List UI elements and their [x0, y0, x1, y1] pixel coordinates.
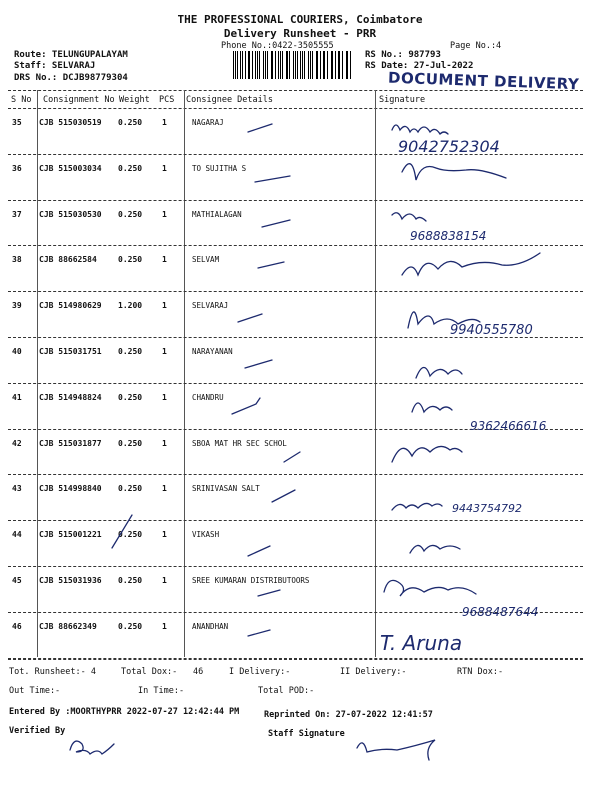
row-sno: 39	[12, 301, 22, 311]
document-title: Delivery Runsheet - PRR	[223, 27, 377, 40]
row-sno: 45	[12, 576, 22, 585]
tick-mark	[258, 590, 280, 596]
row-consignee: SBOA MAT HR SEC SCHOL	[192, 438, 287, 448]
tick-mark	[245, 360, 272, 368]
col-signature: Signature	[379, 95, 426, 105]
staff-signature	[357, 740, 435, 760]
signature-37-phone: 9688838154	[410, 229, 487, 243]
staff-signature-label: Staff Signature	[268, 729, 345, 739]
row-weight: 0.250	[118, 576, 143, 585]
signature-39-phone: 9940555780	[450, 323, 533, 338]
col-pcs: PCS	[159, 95, 175, 105]
tick-mark	[248, 546, 270, 556]
row-consignee: TO SUJITHA S	[192, 163, 247, 173]
total-dox-label: Total Dox:-	[121, 667, 178, 677]
row-pcs: 1	[162, 438, 167, 448]
signature-45	[384, 580, 476, 596]
tick-mark	[262, 220, 290, 227]
signature-40	[416, 367, 462, 378]
row-consignment-no: CJB 515030530	[39, 209, 102, 219]
row-consignee: ANANDHAN	[192, 621, 229, 631]
row-consignment-no: CJB 515031877	[39, 438, 102, 448]
row-consignment-no: CJB 514998840	[39, 484, 102, 494]
signature-44	[410, 545, 460, 553]
signature-35-phone: 9042752304	[398, 137, 500, 156]
phone-number: Phone No.:0422-3505555	[221, 41, 334, 51]
row-weight: 0.250	[118, 163, 143, 173]
row-pcs: 1	[162, 301, 167, 311]
tick-mark	[258, 262, 284, 268]
row-weight: 0.250	[118, 118, 143, 127]
signature-43-phone: 9443754792	[452, 502, 522, 515]
tick-mark	[112, 515, 132, 548]
row-sno: 35	[12, 118, 22, 127]
row-consignment-no: CJB 514980629	[39, 301, 102, 311]
row-consignee: MATHIALAGAN	[192, 209, 242, 219]
row-sno: 46	[12, 621, 22, 631]
signature-41	[412, 403, 452, 412]
row-weight: 0.250	[118, 484, 143, 494]
row-sno: 37	[12, 209, 22, 219]
row-consignee: NAGARAJ	[192, 118, 224, 127]
row-consignee: SREE KUMARAN DISTRIBUTOORS	[192, 576, 310, 585]
row-consignment-no: CJB 515003034	[39, 163, 102, 173]
entered-by: Entered By :MOORTHYPRR 2022-07-27 12:42:44 PM	[9, 707, 240, 717]
row-pcs: 1	[162, 255, 167, 265]
row-pcs: 1	[162, 530, 167, 540]
col-consignment: Consignment No	[43, 95, 115, 105]
row-pcs: 1	[162, 484, 167, 494]
signature-35	[392, 125, 448, 134]
row-consignment-no: CJB 515031936	[39, 576, 102, 585]
verified-by: Verified By	[9, 726, 66, 736]
route: Route: TELUNGUPALAYAM	[14, 50, 128, 60]
signature-42-phone: 9362466616	[470, 419, 547, 433]
row-consignment-no: CJB 514948824	[39, 392, 102, 402]
row-weight: 0.250	[118, 438, 143, 448]
row-weight: 0.250	[118, 530, 143, 540]
row-pcs: 1	[162, 392, 167, 402]
in-time: In Time:-	[138, 686, 185, 696]
row-sno: 36	[12, 163, 22, 173]
row-sno: 44	[12, 530, 22, 540]
signature-46-name: T. Aruna	[380, 631, 463, 655]
tick-mark	[232, 398, 260, 414]
tick-mark	[248, 630, 270, 636]
tick-mark	[284, 452, 300, 462]
signature-36	[402, 164, 506, 180]
row-sno: 40	[12, 347, 22, 356]
total-dox-value: 46	[193, 667, 204, 677]
row-consignment-no: CJB 515030519	[39, 118, 102, 127]
row-consignment-no: CJB 515001221	[39, 530, 102, 540]
signature-45-phone: 9688487644	[462, 605, 539, 619]
row-weight: 0.250	[118, 255, 143, 265]
row-pcs: 1	[162, 347, 167, 356]
signature-38	[402, 253, 540, 275]
row-consignee: VIKASH	[192, 530, 220, 540]
row-weight: 1.200	[118, 301, 143, 311]
col-weight: Weight	[119, 95, 150, 105]
row-weight: 0.250	[118, 209, 143, 219]
footer-rule	[8, 659, 583, 660]
row-consignee: NARAYANAN	[192, 347, 233, 356]
tick-mark	[255, 176, 290, 182]
verified-signature	[70, 741, 114, 754]
row-consignment-no: CJB 88662584	[39, 255, 97, 265]
rtn-dox: RTN Dox:-	[457, 667, 504, 677]
tick-mark	[272, 490, 295, 502]
row-pcs: 1	[162, 209, 167, 219]
tick-mark	[238, 314, 262, 322]
row-consignee: SRINIVASAN SALT	[192, 484, 260, 494]
signature-37	[392, 213, 426, 221]
col-consignee: Consignee Details	[186, 95, 273, 105]
col-sno: S No	[11, 95, 32, 105]
signature-42	[392, 446, 462, 462]
rs-date: RS Date: 27-Jul-2022	[365, 61, 474, 71]
drs-number: DRS No.: DCJB98779304	[14, 73, 128, 83]
total-pod: Total POD:-	[258, 686, 315, 696]
row-weight: 0.250	[118, 392, 143, 402]
row-consignee: CHANDRU	[192, 392, 224, 402]
row-consignee: SELVAM	[192, 255, 220, 265]
reprinted-on: Reprinted On: 27-07-2022 12:41:57	[264, 710, 433, 720]
row-consignee: SELVARAJ	[192, 301, 229, 311]
staff: Staff: SELVARAJ	[14, 61, 96, 71]
tot-runsheet: Tot. Runsheet:- 4	[9, 667, 96, 677]
row-weight: 0.250	[118, 621, 143, 631]
ii-delivery: II Delivery:-	[340, 667, 407, 677]
document-delivery-stamp: DOCUMENT DELIVERY	[387, 68, 580, 94]
row-pcs: 1	[162, 621, 167, 631]
tick-mark	[248, 124, 272, 132]
row-sno: 43	[12, 484, 22, 494]
out-time: Out Time:-	[9, 686, 61, 696]
row-consignment-no: CJB 88662349	[39, 621, 97, 631]
row-pcs: 1	[162, 163, 167, 173]
i-delivery: I Delivery:-	[229, 667, 291, 677]
row-pcs: 1	[162, 576, 167, 585]
row-consignment-no: CJB 515031751	[39, 347, 102, 356]
rs-number: RS No.: 987793	[365, 50, 441, 60]
signature-43	[392, 503, 442, 510]
row-sno: 41	[12, 392, 22, 402]
row-pcs: 1	[162, 118, 167, 127]
company-name: THE PROFESSIONAL COURIERS, Coimbatore	[177, 13, 423, 26]
row-sno: 38	[12, 255, 22, 265]
row-sno: 42	[12, 438, 22, 448]
row-weight: 0.250	[118, 347, 143, 356]
page-number: Page No.:4	[450, 41, 502, 51]
